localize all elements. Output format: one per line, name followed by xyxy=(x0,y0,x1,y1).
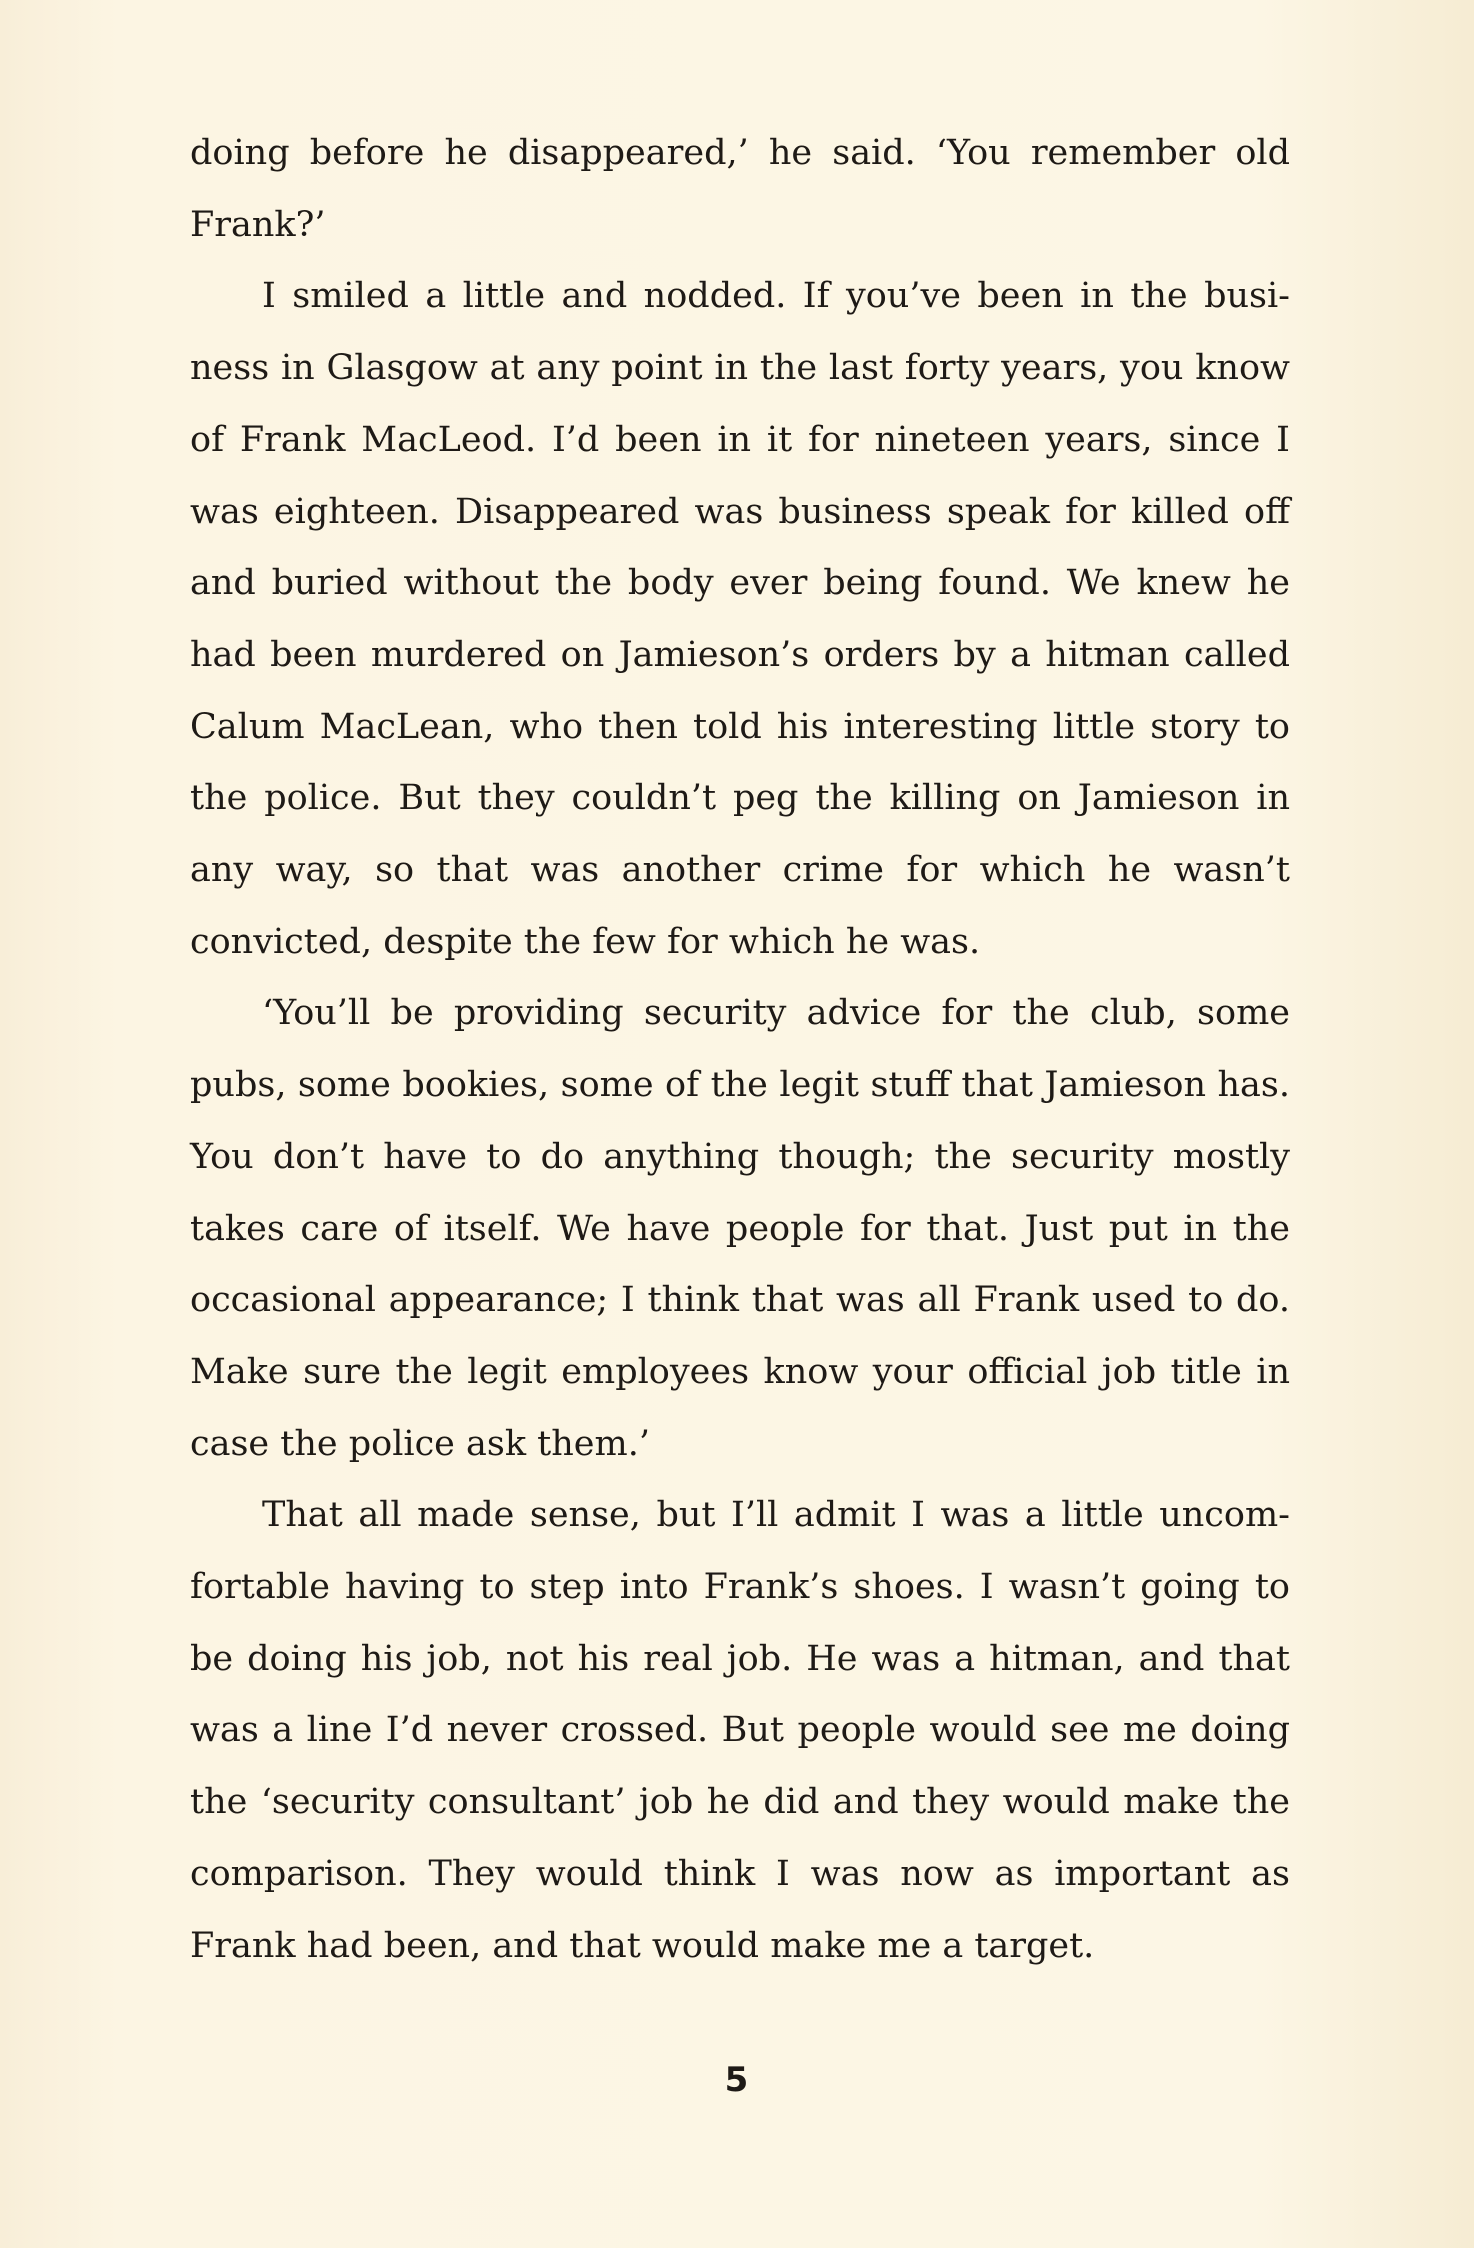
page-number: 5 xyxy=(724,2060,750,2100)
paragraph-security-advice: ‘You’ll be providing security advice for the club, some pubs, some bookies, some of the legit stuff that Jamieson has. You don’t have to do anything though; the security mostly takes care of itself. We have people for that. Just put in the occasional appearance; I think that was all Frank used to do. Make sure the legit employees know your official job title in case the police ask them.’ xyxy=(190,993,1290,1464)
paragraph-franks-shoes: That all made sense, but I’ll admit I was a little uncomfortable having to step into Frank’s shoes. I wasn’t going to be doing his job, not his real job. He was a hitman, and that was a line I’d never crossed. But people would see me doing the ‘security consultant’ job he did and they would make the comparison. They would think I was now as important as Frank had been, and that would make me a target. xyxy=(190,1495,1290,1966)
body-text xyxy=(190,118,1290,1982)
paragraph-continued: doing before he disappeared,’ he said. ‘You remember old Frank?’ xyxy=(190,133,1290,245)
paragraph-frank-macleod: I smiled a little and nodded. If you’ve been in the business in Glasgow at any point in the last forty years, you know of Frank MacLeod. I’d been in it for nineteen years, since I was eighteen. Disappeared was business speak for killed off and buried without the body ever being found. We knew he had been murdered on Jamieson’s orders by a hitman called Calum MacLean, who then told his interesting little story to the police. But they couldn’t peg the killing on Jamieson in any way, so that was another crime for which he wasn’t convicted, despite the few for which he was. xyxy=(190,276,1290,962)
